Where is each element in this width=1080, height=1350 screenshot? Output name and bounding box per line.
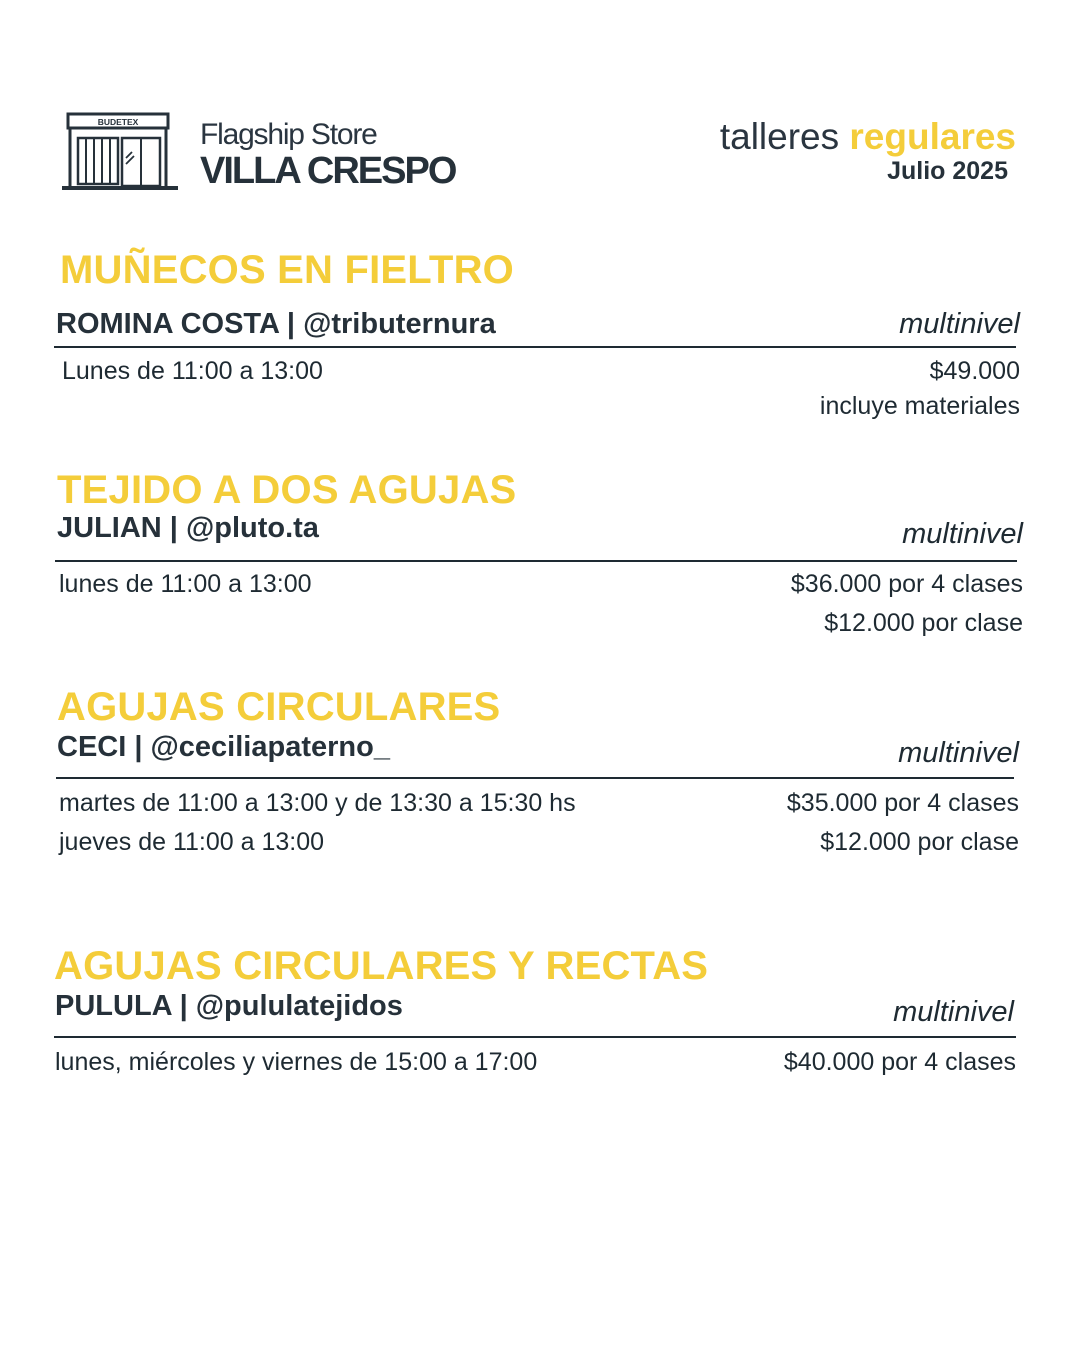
workshop-level: multinivel xyxy=(902,518,1023,550)
schedule-line: Lunes de 11:00 a 13:00 xyxy=(62,357,323,385)
workshop-title: AGUJAS CIRCULARES xyxy=(57,685,501,729)
section-divider xyxy=(56,777,1014,779)
workshop-section xyxy=(54,944,1018,1084)
workshop-section xyxy=(57,685,1023,875)
workshop-teacher: JULIAN | @pluto.ta xyxy=(57,512,319,544)
price-note: incluye materiales xyxy=(819,392,1020,420)
page-title-accent: regulares xyxy=(849,116,1016,157)
page-title-plain: talleres xyxy=(719,116,840,157)
workshop-teacher: PULULA | @pululatejidos xyxy=(55,990,403,1022)
workshop-level: multinivel xyxy=(893,996,1014,1028)
page-month: Julio 2025 xyxy=(887,157,1008,185)
schedule-line: lunes de 11:00 a 13:00 xyxy=(59,570,312,598)
section-divider xyxy=(55,560,1017,562)
workshop-section xyxy=(57,468,1025,658)
workshop-title: MUÑECOS EN FIELTRO xyxy=(60,248,514,292)
price-line: $35.000 por 4 clases xyxy=(786,789,1019,817)
header xyxy=(0,0,1080,220)
workshop-section xyxy=(56,248,1020,438)
price-line: $12.000 por clase xyxy=(820,828,1019,856)
page-title xyxy=(720,116,1016,158)
workshop-teacher: ROMINA COSTA | @tributernura xyxy=(56,308,496,340)
section-divider xyxy=(54,1036,1016,1038)
price-line: $36.000 por 4 clases xyxy=(790,570,1023,598)
schedule-line: lunes, miércoles y viernes de 15:00 a 17:00 xyxy=(55,1048,538,1076)
price-line: $12.000 por clase xyxy=(824,609,1023,637)
price-line: $49.000 xyxy=(929,357,1020,385)
workshop-title: AGUJAS CIRCULARES Y RECTAS xyxy=(54,944,709,988)
workshop-title: TEJIDO A DOS AGUJAS xyxy=(57,468,517,512)
schedule-line: martes de 11:00 a 13:00 y de 13:30 a 15:30 hs xyxy=(59,789,576,817)
workshop-level: multinivel xyxy=(899,308,1020,340)
store-name: VILLA CRESPO xyxy=(200,150,456,192)
store-flag-label: Flagship Store xyxy=(200,118,377,151)
storefront-icon xyxy=(60,110,182,194)
store-sign: BUDETEX xyxy=(97,117,139,127)
price-line: $40.000 por 4 clases xyxy=(783,1048,1016,1076)
schedule-line: jueves de 11:00 a 13:00 xyxy=(59,828,325,856)
workshop-level: multinivel xyxy=(898,737,1019,769)
section-divider xyxy=(54,346,1016,348)
workshop-teacher: CECI | @ceciliapaterno_ xyxy=(57,731,390,763)
